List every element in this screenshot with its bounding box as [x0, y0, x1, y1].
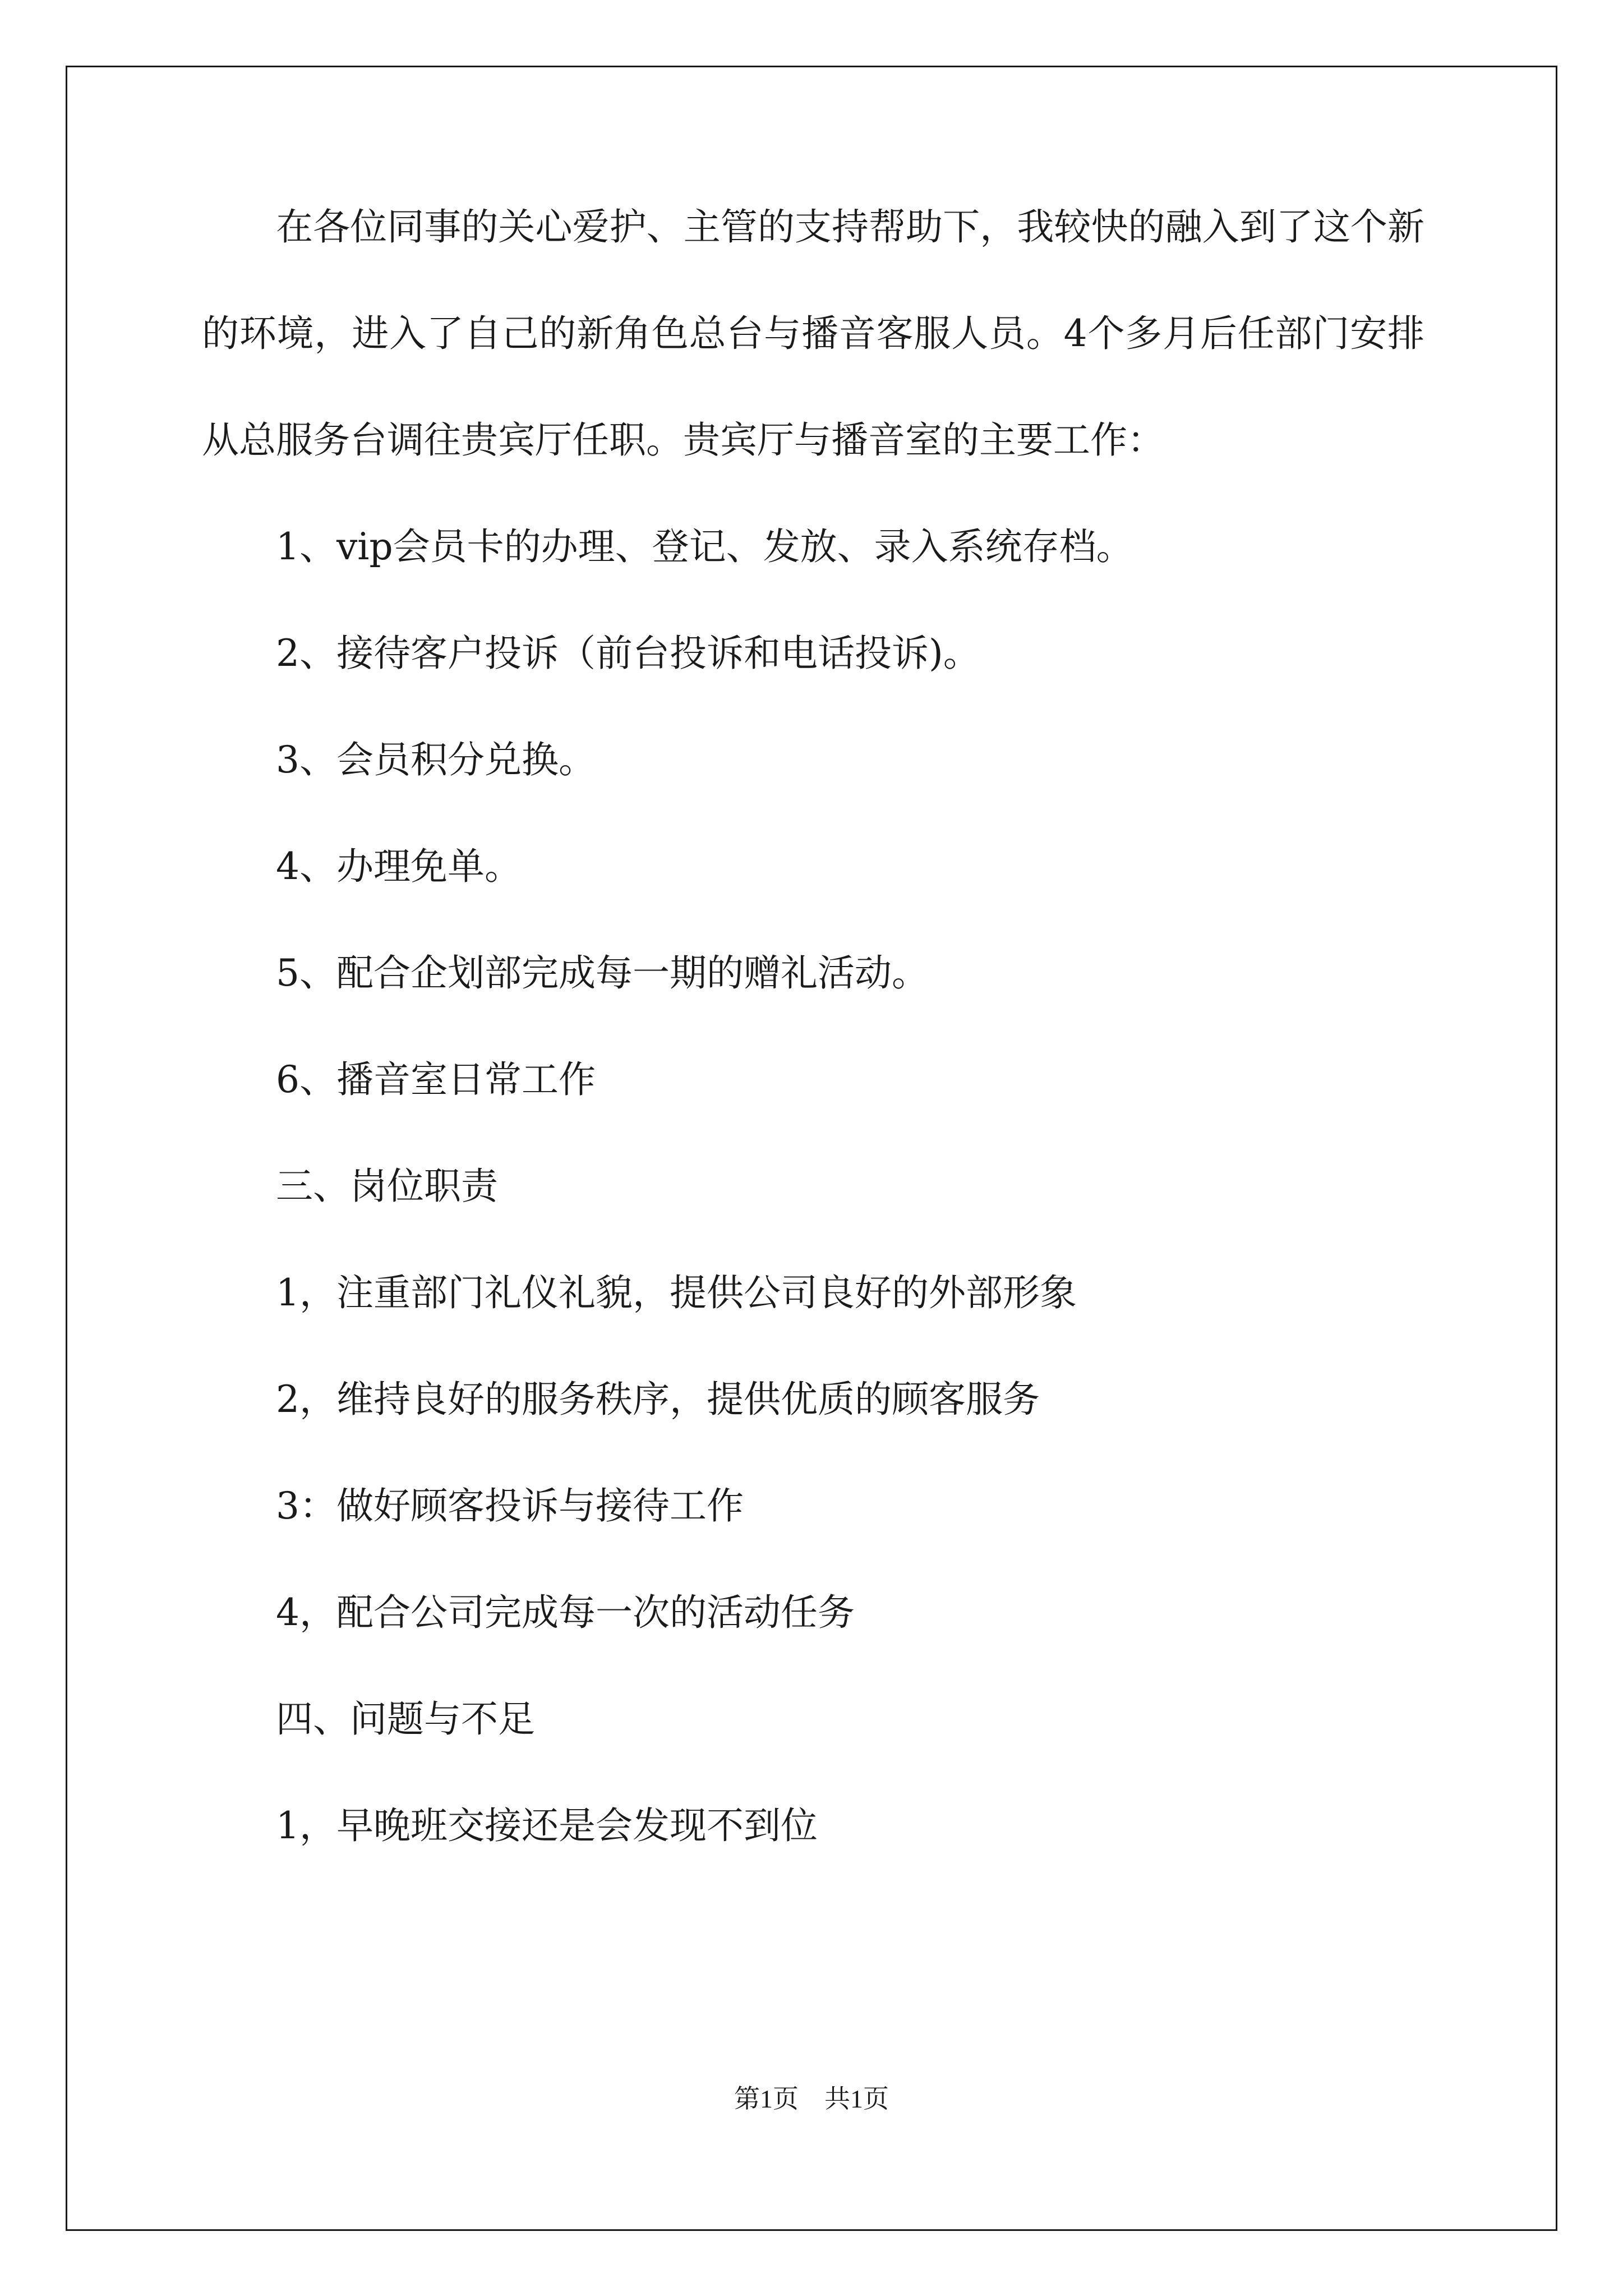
list-item: 4、办理免单。: [276, 845, 522, 888]
intro-paragraph: 在各位同事的关心爱护、主管的支持帮助下，我较快的融入到了这个新的环境，进入了自己的新角色总台与播音客服人员。4个多月后任部门安排从总服务台调往贵宾厅任职。贵宾厅与播音室的主要工作：: [202, 205, 1424, 462]
list-item: 1，注重部门礼仪礼貌，提供公司良好的外部形象: [276, 1271, 1077, 1314]
list-item: 1、vip会员卡的办理、登记、发放、录入系统存档。: [276, 525, 1133, 568]
section-heading: 四、问题与不足: [276, 1697, 535, 1741]
list-item: 2、接待客户投诉（前台投诉和电话投诉)。: [276, 632, 980, 675]
page-footer: 第1页 共1页: [734, 2085, 889, 2113]
list-item: 5、配合企划部完成每一期的赠礼活动。: [276, 951, 929, 995]
list-item: 1，早晚班交接还是会发现不到位: [276, 1804, 818, 1847]
list-item: 3、会员积分兑换。: [276, 738, 596, 781]
document-body: [202, 202, 1424, 1879]
list-item: 2，维持良好的服务秩序，提供优质的顾客服务: [276, 1378, 1040, 1421]
list-item: 3：做好顾客投诉与接待工作: [276, 1484, 744, 1527]
list-item: 4，配合公司完成每一次的活动任务: [276, 1591, 855, 1634]
list-item: 6、播音室日常工作: [276, 1058, 596, 1101]
section-heading: 三、岗位职责: [276, 1165, 498, 1208]
